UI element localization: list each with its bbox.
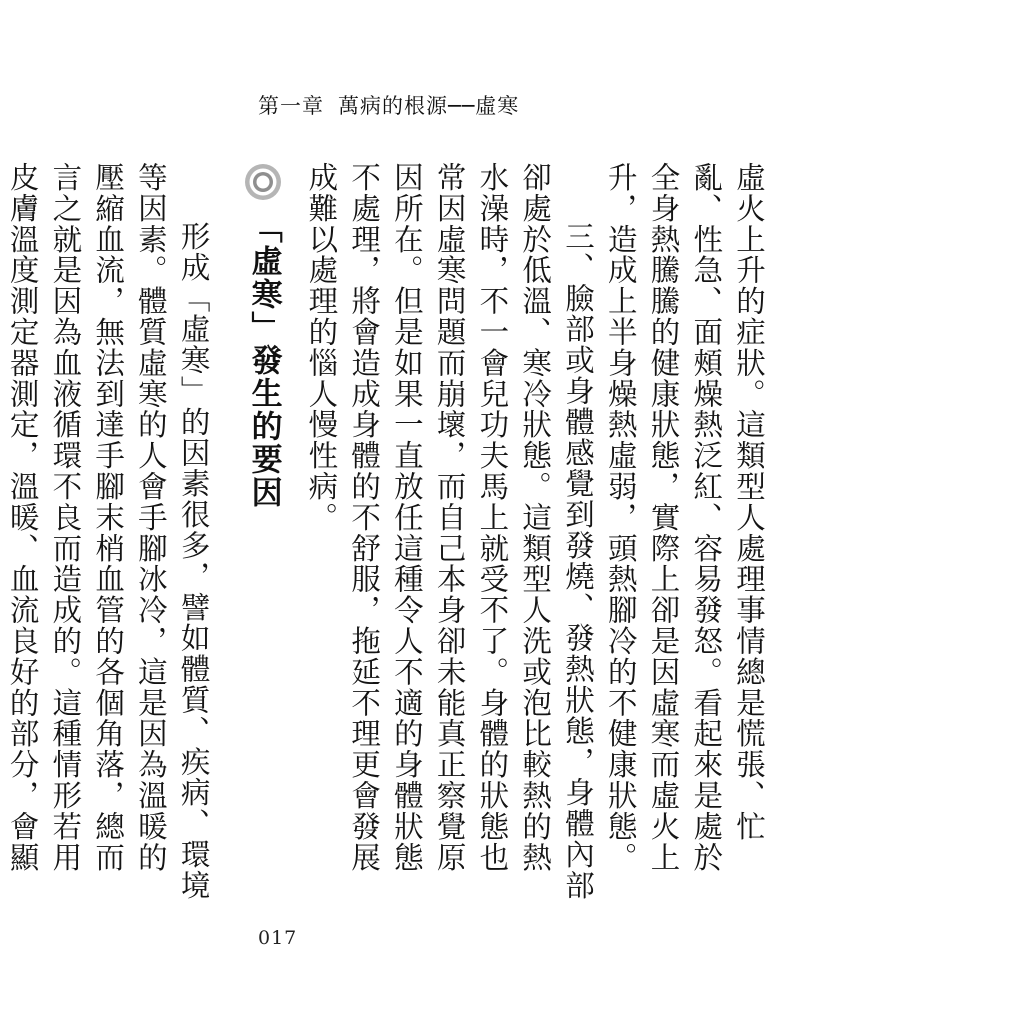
concentric-circle-icon <box>243 162 283 202</box>
chapter-number: 第一章 <box>258 94 324 118</box>
page-number: 017 <box>258 927 298 949</box>
paragraph-continued: 虛火上升的症狀。這類型人處理事情總是慌張、忙亂、性急、面頰燥熱泛紅、容易發怒。看起來是處於全身熱騰騰的健康狀態，實際上卻是因虛寒而虛火上升，造成上半身燥熱虛弱，頭熱腳冷的不健康狀態。 <box>603 162 766 873</box>
paragraph-item-three: 三、臉部或身體感覺到發燒、發熱狀態，身體內部卻處於低溫、寒冷狀態。這類型人洗或泡比較熱的熱水澡時，不一會兒功夫馬上就受不了。身體的狀態也常因虛寒問題而崩壞，而自己本身卻未能真正察覺原因所在。但是如果一直放任這種令人不適的身體狀態不處理，將會造成身體的不舒服，拖延不理更會發展成難以處理的惱人慢性病。 <box>304 162 595 901</box>
chapter-header <box>258 90 519 120</box>
paragraph-causes: 形成「虛寒」的因素很多，譬如體質、疾病、環境等因素。體質虛寒的人會手腳冰冷，這是因為溫暖的壓縮血流，無法到達手腳末梢血管的各個角落，總而言之就是因為血液循環不良而造成的。這種情形若用皮膚溫度測定器測定，溫暖、血流良好的部分，會顯 <box>5 162 211 901</box>
section-heading-text: 「虛寒」發生的要因 <box>245 212 282 509</box>
section-heading <box>241 162 286 902</box>
body-text <box>5 162 770 902</box>
chapter-title: 萬病的根源──虛寒 <box>338 94 520 118</box>
